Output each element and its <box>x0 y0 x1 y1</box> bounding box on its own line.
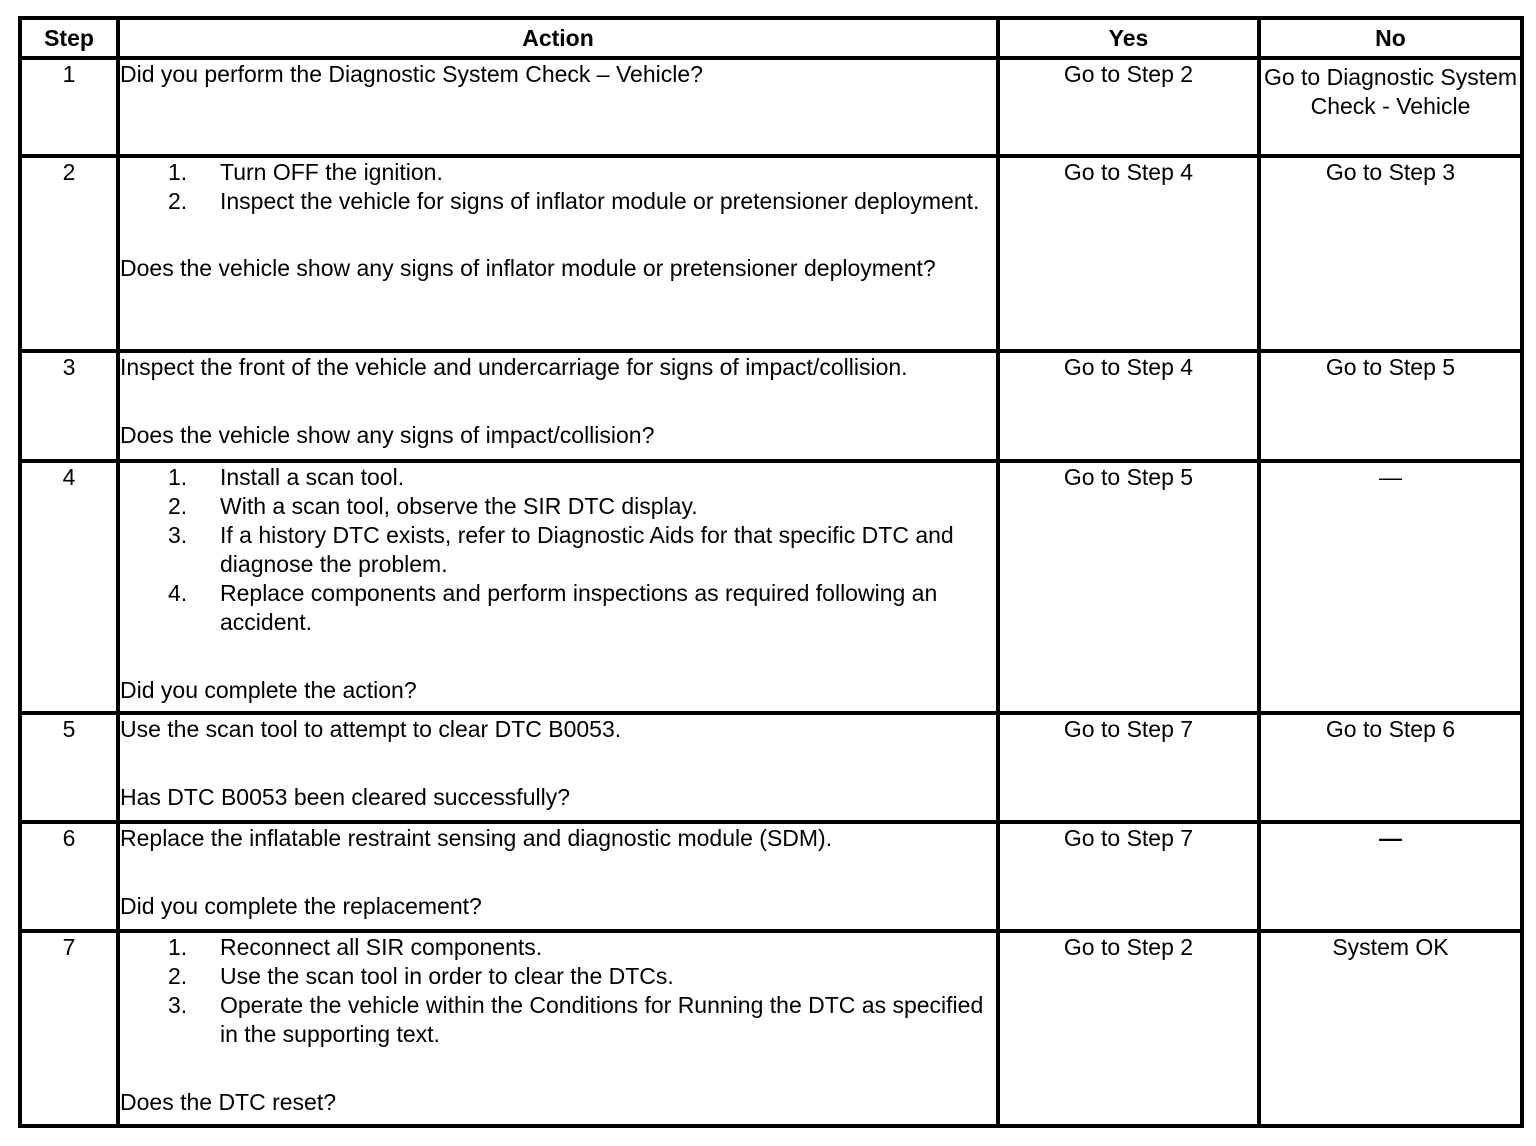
step-number: 2 <box>20 156 118 351</box>
yes-outcome: Go to Step 4 <box>998 351 1259 461</box>
yes-outcome: Go to Step 5 <box>998 461 1259 713</box>
action-cell <box>118 58 998 156</box>
list-item <box>168 579 996 637</box>
substep-text: Replace components and perform inspections as required following an accident. <box>220 580 938 635</box>
diagnostic-page <box>18 16 1520 1128</box>
action-cell <box>118 931 998 1126</box>
no-outcome: Go to Step 5 <box>1259 351 1522 461</box>
substep-number: 2. <box>168 493 188 519</box>
yes-outcome: Go to Step 2 <box>998 58 1259 156</box>
header-no: No <box>1259 18 1522 58</box>
action-cell <box>118 156 998 351</box>
list-item <box>168 187 996 216</box>
list-item <box>168 158 996 187</box>
step-number: 6 <box>20 822 118 931</box>
substep-number: 2. <box>168 963 188 989</box>
substep-number: 1. <box>168 464 188 490</box>
action-text: Inspect the front of the vehicle and undercarriage for signs of impact/collision. <box>120 354 908 380</box>
table-row <box>20 822 1522 931</box>
list-item <box>168 991 996 1049</box>
table-row <box>20 156 1522 351</box>
substep-text: Inspect the vehicle for signs of inflator module or pretensioner deployment. <box>220 188 980 214</box>
substep-number: 2. <box>168 188 188 214</box>
action-question: Did you complete the replacement? <box>120 893 482 919</box>
substep-number: 1. <box>168 159 188 185</box>
substep-list <box>120 463 996 637</box>
list-item <box>168 962 996 991</box>
step-number: 3 <box>20 351 118 461</box>
step-number: 1 <box>20 58 118 156</box>
table-row <box>20 461 1522 713</box>
yes-outcome: Go to Step 4 <box>998 156 1259 351</box>
yes-outcome: Go to Step 7 <box>998 713 1259 822</box>
substep-list <box>120 158 996 216</box>
dash-mark: — <box>1379 825 1402 851</box>
no-outcome: Go to Diagnostic System Check - Vehicle <box>1259 58 1522 156</box>
step-number: 7 <box>20 931 118 1126</box>
substep-number: 4. <box>168 580 188 606</box>
no-outcome <box>1259 822 1522 931</box>
no-outcome: Go to Step 6 <box>1259 713 1522 822</box>
list-item <box>168 492 996 521</box>
substep-text: Reconnect all SIR components. <box>220 934 543 960</box>
substep-text: Install a scan tool. <box>220 464 405 490</box>
table-row <box>20 351 1522 461</box>
no-outcome: Go to Step 3 <box>1259 156 1522 351</box>
substep-number: 1. <box>168 934 188 960</box>
action-question: Does the vehicle show any signs of impact/collision? <box>120 422 655 448</box>
substep-text: Turn OFF the ignition. <box>220 159 443 185</box>
header-row <box>20 18 1522 58</box>
action-question: Did you complete the action? <box>120 677 417 703</box>
yes-outcome: Go to Step 7 <box>998 822 1259 931</box>
substep-text: Operate the vehicle within the Conditions for Running the DTC as specified in the supporting text. <box>220 992 984 1047</box>
diagnostic-table <box>18 16 1524 1128</box>
header-yes: Yes <box>998 18 1259 58</box>
step-number: 4 <box>20 461 118 713</box>
table-row <box>20 713 1522 822</box>
list-item <box>168 521 996 579</box>
action-cell <box>118 822 998 931</box>
action-question: Has DTC B0053 been cleared successfully? <box>120 784 571 810</box>
action-text: Did you perform the Diagnostic System Check – Vehicle? <box>120 61 703 87</box>
substep-text: With a scan tool, observe the SIR DTC display. <box>220 493 698 519</box>
list-item <box>168 933 996 962</box>
action-text: Replace the inflatable restraint sensing and diagnostic module (SDM). <box>120 825 833 851</box>
no-outcome: System OK <box>1259 931 1522 1126</box>
dash-mark: — <box>1379 464 1402 490</box>
action-cell <box>118 713 998 822</box>
table-row <box>20 931 1522 1126</box>
table-row <box>20 58 1522 156</box>
list-item <box>168 463 996 492</box>
action-cell <box>118 461 998 713</box>
action-question: Does the DTC reset? <box>120 1089 337 1115</box>
substep-text: Use the scan tool in order to clear the DTCs. <box>220 963 674 989</box>
no-outcome <box>1259 461 1522 713</box>
substep-list <box>120 933 996 1049</box>
substep-text: If a history DTC exists, refer to Diagnostic Aids for that specific DTC and diagnose the problem. <box>220 522 954 577</box>
header-step: Step <box>20 18 118 58</box>
action-question: Does the vehicle show any signs of inflator module or pretensioner deployment? <box>120 255 936 281</box>
substep-number: 3. <box>168 522 188 548</box>
action-text: Use the scan tool to attempt to clear DTC B0053. <box>120 716 622 742</box>
header-action: Action <box>118 18 998 58</box>
step-number: 5 <box>20 713 118 822</box>
yes-outcome: Go to Step 2 <box>998 931 1259 1126</box>
substep-number: 3. <box>168 992 188 1018</box>
action-cell <box>118 351 998 461</box>
